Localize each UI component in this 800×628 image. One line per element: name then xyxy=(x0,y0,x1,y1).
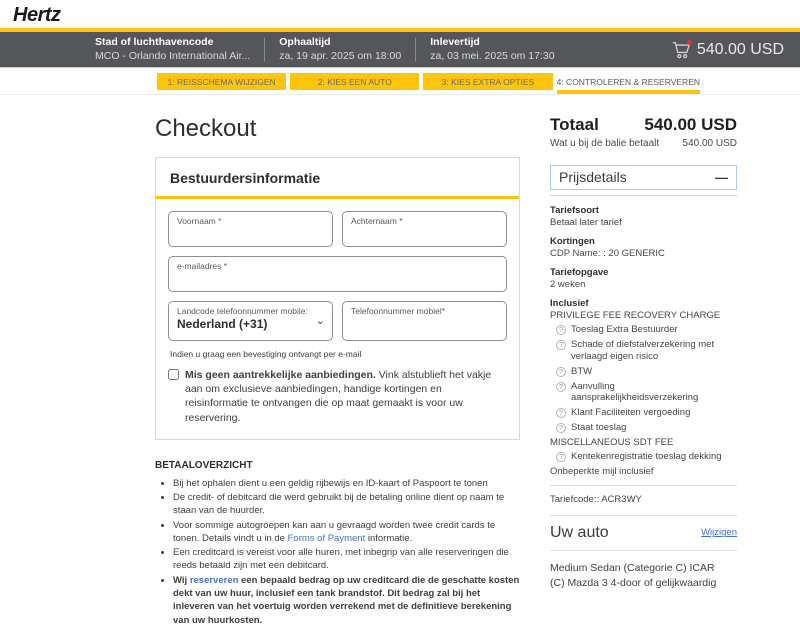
phone-label: Telefoonnummer mobiel* xyxy=(351,306,446,316)
included-item xyxy=(556,381,737,405)
email-field[interactable] xyxy=(168,256,507,292)
bullet3-post: informatie. xyxy=(365,532,413,544)
included-item-label: Staat toeslag xyxy=(571,422,627,434)
rate-type-label: Tariefsoort xyxy=(550,205,599,216)
included-item xyxy=(556,407,737,419)
collapse-icon: — xyxy=(715,169,728,185)
included-item xyxy=(556,451,737,463)
discounts-label: Kortingen xyxy=(550,236,595,247)
step-tab-2[interactable]: 2: KIES EEN AUTO xyxy=(290,73,419,90)
location-summary[interactable] xyxy=(95,36,250,63)
pay-at-counter-value: 540.00 USD xyxy=(682,138,737,149)
included-label: Inclusief xyxy=(550,298,589,309)
forms-of-payment-link[interactable]: Forms of Payment xyxy=(287,532,366,544)
included-item-label: Kentekenregistratie toeslag dekking xyxy=(571,451,722,462)
question-mark-icon[interactable]: ? xyxy=(556,408,566,418)
bullet5-pre: Wij xyxy=(173,574,190,586)
top-bar xyxy=(0,0,800,28)
included-item-label: Schade of diefstalverzekering met verlaagd eigen risico xyxy=(571,338,715,362)
shopping-cart-icon xyxy=(671,41,691,59)
included-item-label: Aanvulling aansprakelijkheidsverzekering xyxy=(571,380,699,404)
pickup-value: za, 19 apr. 2025 om 18:00 xyxy=(279,49,402,62)
first-name-label: Voornaam * xyxy=(177,216,222,226)
step-tab-4-active[interactable]: 4: CONTROLEREN & RESERVEREN xyxy=(557,73,700,94)
last-name-field[interactable] xyxy=(342,211,507,247)
checkout-column xyxy=(155,95,520,628)
question-mark-icon[interactable]: ? xyxy=(556,382,566,392)
cart-button[interactable] xyxy=(671,41,784,59)
country-code-select[interactable] xyxy=(168,301,333,341)
included-item xyxy=(556,339,737,363)
quote-label: Tariefopgave xyxy=(550,267,609,278)
confirmation-note: Indien u graag een bevestiging ontvangt per e-mail xyxy=(170,349,362,359)
included-header: PRIVILEGE FEE RECOVERY CHARGE xyxy=(550,310,721,321)
rate-code: Tariefcode:: ACR3WY xyxy=(550,493,642,505)
marketing-optin-row xyxy=(168,368,507,425)
question-mark-icon[interactable]: ? xyxy=(556,423,566,433)
email-label: e-mailadres * xyxy=(177,261,228,271)
price-details-toggle[interactable] xyxy=(550,165,737,190)
bullet3-pre: Voor sommige autogroepen kan aan u gevraagd worden twee credit cards te tonen. Details vindt u in de xyxy=(173,519,496,544)
included-item xyxy=(556,366,737,378)
included-item-label: Toeslag Extra Bestuurder xyxy=(571,324,678,335)
car-category: Medium Sedan (Categorie C) ICAR xyxy=(550,561,715,574)
car-info xyxy=(550,561,737,591)
main-content xyxy=(0,95,800,628)
pay-at-counter-label: Wat u bij de balie betaalt xyxy=(550,138,660,149)
pickup-summary[interactable] xyxy=(279,36,401,63)
payment-bullet: • Bij het ophalen dient u een geldig rijbewijs en ID-kaart of Paspoort te tonen xyxy=(173,477,520,490)
reservation-summary-bar xyxy=(0,28,800,68)
marketing-optin-rest: Vink alstublieft het vakje aan om exclusieve aanbiedingen, handige kortingen en reisinformatie te ontvangen die op maat gemaakt is voor uw reservering. xyxy=(185,369,492,424)
cart-badge-dot xyxy=(687,40,692,45)
your-car-header xyxy=(550,524,737,542)
step-tab-3[interactable]: 3: KIES EXTRA OPTIES xyxy=(423,73,552,90)
payment-bullet: • De credit- of debitcard die werd gebruikt bij de betaling online dient op naam te staan van de huurder. xyxy=(173,491,520,518)
quote-row xyxy=(550,267,737,290)
discounts-row xyxy=(550,236,737,259)
included-item-label: Klant Faciliteiten vergoeding xyxy=(571,407,691,419)
payment-overview-list xyxy=(173,477,520,627)
driver-info-title: Bestuurdersinformatie xyxy=(156,158,519,199)
payment-overview-title: BETAALOVERZICHT xyxy=(155,459,253,471)
driver-info-card xyxy=(155,157,520,440)
payment-overview xyxy=(155,460,520,627)
pickup-label: Ophaaltijd xyxy=(279,35,331,48)
question-mark-icon[interactable]: ? xyxy=(556,325,566,335)
driver-info-body xyxy=(156,199,519,439)
payment-bullet xyxy=(173,519,520,546)
hertz-logo[interactable]: Hertz xyxy=(13,4,64,31)
checkout-steps xyxy=(157,73,700,94)
total-value: 540.00 USD xyxy=(644,115,737,134)
country-code-value: Nederland (+31) xyxy=(177,317,268,331)
quote-value: 2 weken xyxy=(550,279,586,290)
change-car-link[interactable]: Wijzigen xyxy=(701,527,737,539)
divider xyxy=(550,550,737,551)
dropoff-summary[interactable] xyxy=(430,36,554,63)
question-mark-icon[interactable]: ? xyxy=(556,367,566,377)
question-mark-icon[interactable]: ? xyxy=(556,452,566,462)
dropoff-value: za, 03 mei. 2025 om 17:30 xyxy=(430,49,555,62)
discounts-value: CDP Name: : 20 GENERIC xyxy=(550,248,665,259)
misc-fee: MISCELLANEOUS SDT FEE xyxy=(550,437,674,448)
page-title: Checkout xyxy=(155,115,257,142)
bullet5-post: een bepaald bedrag op uw creditcard die de geschatte kosten dekt van uw huur, inclusief een tank brandstof. Dit bedrag zal bij het inleveren van het voertuig worden verrekend met de definitieve berekening van uw huurkosten. xyxy=(173,574,520,626)
header-divider xyxy=(415,38,416,62)
marketing-optin-bold: Mis geen aantrekkelijke aanbiedingen. xyxy=(185,369,376,381)
chevron-down-icon: ⌄ xyxy=(315,315,325,327)
location-value: MCO - Orlando International Air... xyxy=(95,49,251,62)
step-tab-1[interactable]: 1: REISSCHEMA WIJZIGEN xyxy=(157,73,286,90)
included-item xyxy=(556,324,737,336)
cart-total: 540.00 USD xyxy=(696,40,784,58)
divider xyxy=(550,195,737,196)
reserveren-link[interactable]: reserveren xyxy=(189,574,239,586)
divider xyxy=(550,515,737,516)
rate-type-row xyxy=(550,205,737,228)
included-item-label: BTW xyxy=(571,365,593,377)
price-sidebar xyxy=(550,95,737,628)
your-car-title: Uw auto xyxy=(550,523,609,541)
car-model: (C) Mazda 3 4-door of gelijkwaardig xyxy=(550,577,717,590)
rate-type-value: Betaal later tarief xyxy=(550,217,622,228)
phone-field[interactable] xyxy=(342,301,507,341)
location-label: Stad of luchthavencode xyxy=(95,35,214,48)
divider xyxy=(550,485,737,486)
dropoff-label: Inlevertijd xyxy=(430,35,480,48)
unlimited-miles: Onbeperkte mijl inclusief xyxy=(550,465,654,477)
payment-bullet xyxy=(173,574,520,627)
question-mark-icon[interactable]: ? xyxy=(556,340,566,350)
country-code-label: Landcode telefoonnummer mobile: xyxy=(177,306,308,316)
first-name-field[interactable] xyxy=(168,211,333,247)
total-label: Totaal xyxy=(550,115,599,134)
included-row xyxy=(550,298,737,321)
included-item xyxy=(556,422,737,434)
header-divider xyxy=(264,38,265,62)
last-name-label: Achternaam * xyxy=(351,216,403,226)
marketing-optin-text xyxy=(185,368,507,425)
payment-bullet: • Een creditcard is vereist voor alle huren, met inbegrip van alle reserveringen die reeds betaald zijn met een debitcard. xyxy=(173,546,520,573)
price-details-label: Prijsdetails xyxy=(559,169,627,185)
marketing-optin-checkbox[interactable] xyxy=(168,369,179,380)
